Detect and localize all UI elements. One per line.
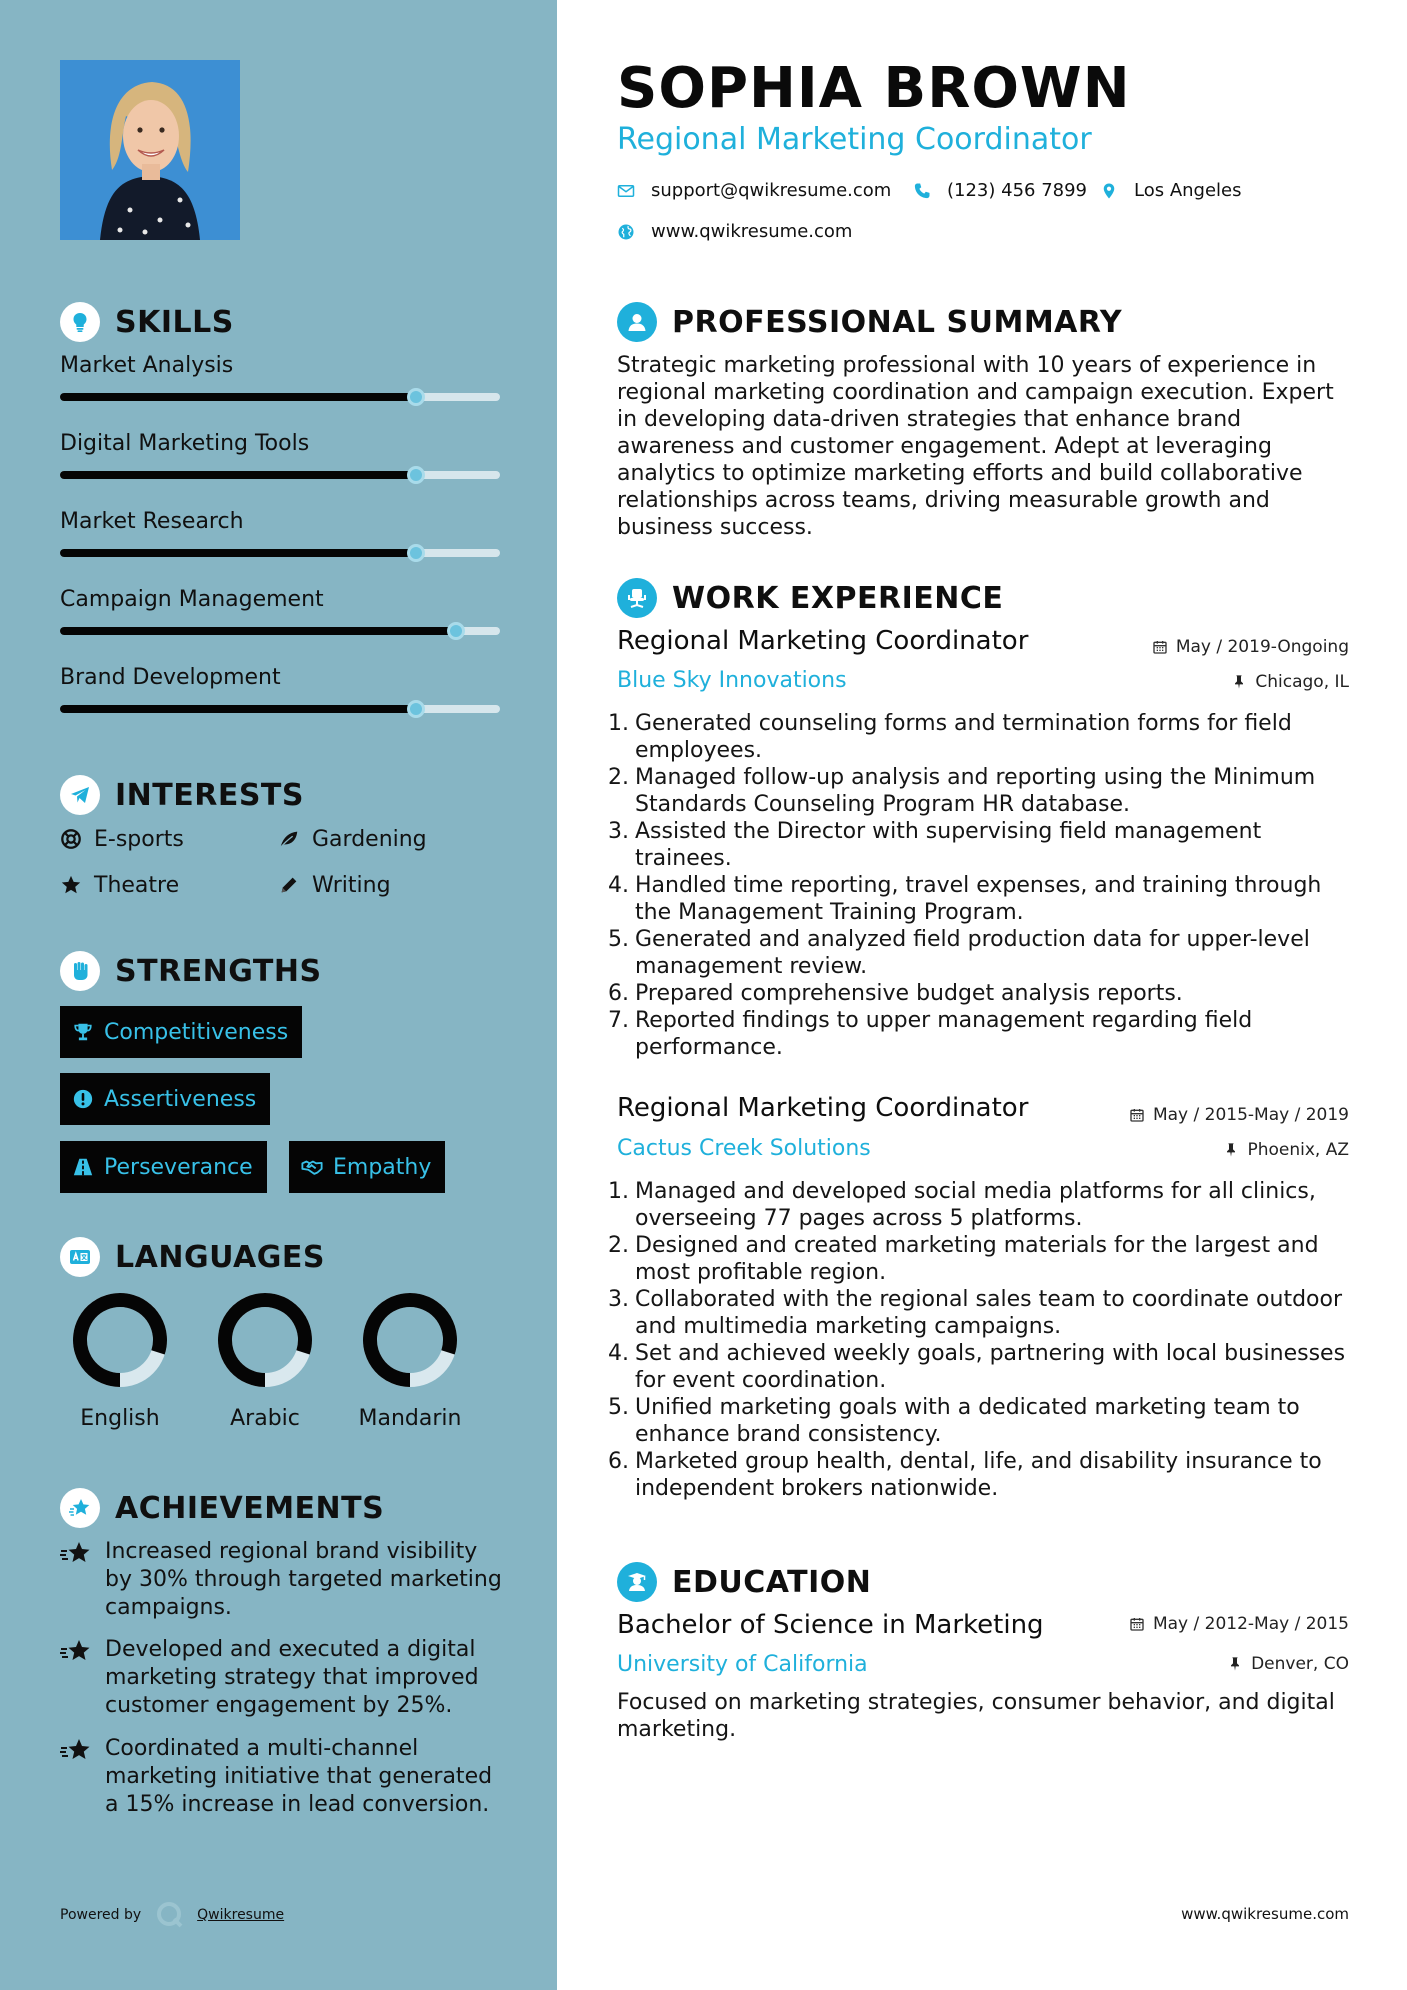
exclamation-icon (72, 1088, 94, 1110)
interest-item (60, 870, 179, 900)
list-item: 2. Designed and created marketing materials for the largest and most profitable region. (608, 1233, 1319, 1285)
list-item: 5. Unified marketing goals with a dedicated marketing team to enhance brand consistency. (608, 1395, 1300, 1447)
powered-by (60, 1900, 284, 1930)
skill-bar-fill (60, 393, 416, 401)
trophy-icon (72, 1021, 94, 1043)
fist-icon (60, 951, 100, 991)
email-text: support@qwikresume.com (651, 180, 892, 201)
skill-item (60, 349, 500, 383)
achievement-item (60, 1636, 510, 1720)
job-location (1223, 1140, 1349, 1160)
skill-label: Digital Marketing Tools (60, 431, 310, 456)
life-ring-icon (60, 828, 82, 850)
sidebar (0, 0, 557, 1990)
envelope-icon (617, 182, 635, 200)
skill-bar-handle (407, 700, 425, 718)
strength-badge (60, 1141, 267, 1193)
candidate-name: SOPHIA BROWN (617, 56, 1131, 121)
degree-title: Bachelor of Science in Marketing (617, 1610, 1044, 1640)
qwikresume-link[interactable]: Qwikresume (197, 1907, 285, 1923)
company-name: Blue Sky Innovations (617, 668, 847, 693)
language-icon (60, 1237, 100, 1277)
user-icon (617, 302, 657, 342)
strengths-heading (60, 950, 322, 992)
job-bullets (608, 710, 1353, 1061)
language-label: Mandarin (358, 1406, 462, 1431)
skill-bar-handle (407, 466, 425, 484)
star-badge-icon (60, 1488, 100, 1528)
paper-plane-icon (60, 775, 100, 815)
achievements-heading (60, 1487, 384, 1529)
education-dates-text: May / 2012-May / 2015 (1152, 1614, 1349, 1634)
skill-label: Market Research (60, 509, 244, 534)
education-heading (617, 1561, 871, 1603)
list-item-text: Collaborated with the regional sales team to coordinate outdoor and multimedia marketing campaigns. (635, 1287, 1343, 1339)
website-text: www.qwikresume.com (651, 221, 853, 242)
road-icon (72, 1156, 94, 1178)
skill-bar-fill (60, 627, 456, 635)
list-item-text: Reported findings to upper management regarding field performance. (635, 1008, 1253, 1060)
list-item-text: Managed follow-up analysis and reporting using the Minimum Standards Counseling Program HR database. (635, 765, 1316, 817)
interest-item (278, 824, 427, 854)
footer-website[interactable]: www.qwikresume.com (1181, 1905, 1349, 1923)
language-item (195, 1292, 335, 1431)
pencil-icon (278, 874, 300, 896)
list-item-text: Prepared comprehensive budget analysis reports. (635, 981, 1183, 1006)
skill-bar-fill (60, 549, 416, 557)
education-location (1227, 1654, 1349, 1674)
phone-text: (123) 456 7899 (947, 180, 1088, 201)
skill-item (60, 427, 500, 461)
contact-email[interactable] (617, 180, 891, 201)
achievement-text: Coordinated a multi-channel marketing initiative that generated a 15% increase in lead conversion. (105, 1736, 493, 1817)
language-ring (362, 1292, 458, 1388)
skill-label: Brand Development (60, 665, 281, 690)
skill-bar-handle (407, 388, 425, 406)
experience-title: WORK EXPERIENCE (672, 580, 1004, 616)
strength-badge (289, 1141, 445, 1193)
location-text: Los Angeles (1134, 180, 1242, 201)
star-icon (60, 1737, 92, 1765)
job-dates-text: May / 2019-Ongoing (1175, 637, 1349, 657)
list-item-text: Set and achieved weekly goals, partnering with local businesses for event coordination. (635, 1341, 1346, 1393)
strengths-title: STRENGTHS (115, 953, 322, 989)
job-dates-text: May / 2015-May / 2019 (1152, 1105, 1349, 1125)
job-title: Regional Marketing Coordinator (617, 626, 1029, 656)
list-item: 5. Generated and analyzed field production data for upper-level management review. (608, 927, 1310, 979)
job-location-text: Phoenix, AZ (1247, 1140, 1349, 1160)
education-description: Focused on marketing strategies, consumer behavior, and digital marketing. (617, 1690, 1335, 1742)
skill-bar-fill (60, 705, 416, 713)
education-title: EDUCATION (672, 1564, 872, 1600)
list-item-text: Handled time reporting, travel expenses, and training through the Management Training Program. (635, 873, 1322, 925)
education-location-text: Denver, CO (1251, 1654, 1349, 1674)
list-item: 1. Generated counseling forms and termination forms for field employees. (608, 711, 1292, 763)
summary-heading (617, 301, 1122, 343)
job-location (1231, 672, 1349, 692)
skill-bar (60, 705, 500, 713)
list-item: 6. Prepared comprehensive budget analysis reports. (608, 981, 1183, 1006)
skill-label: Market Analysis (60, 353, 234, 378)
job-title: Regional Marketing Coordinator (617, 1093, 1029, 1123)
qwikresume-logo-icon (155, 1900, 185, 1930)
skill-bar (60, 549, 500, 557)
list-item: 1. Managed and developed social media platforms for all clinics, overseeing 77 pages across 5 platforms. (608, 1179, 1316, 1231)
map-pin-icon (1100, 182, 1118, 200)
interest-item (278, 870, 391, 900)
job-bullets (608, 1178, 1353, 1502)
interest-label: Writing (312, 872, 391, 898)
list-item: 3. Collaborated with the regional sales team to coordinate outdoor and multimedia marketing campaigns. (608, 1287, 1343, 1339)
skill-bar-handle (407, 544, 425, 562)
list-item-text: Assisted the Director with supervising field management trainees. (635, 819, 1262, 871)
graduate-icon (617, 1562, 657, 1602)
pushpin-icon (1223, 1142, 1239, 1158)
strength-badge (60, 1006, 302, 1058)
achievement-item (60, 1735, 510, 1819)
education-dates (1129, 1614, 1349, 1634)
calendar-icon (1129, 1616, 1145, 1632)
leaf-icon (278, 828, 300, 850)
languages-title: LANGUAGES (115, 1239, 325, 1275)
interest-label: Gardening (312, 826, 427, 852)
skill-bar (60, 471, 500, 479)
phone-icon (913, 182, 931, 200)
calendar-icon (1152, 639, 1168, 655)
contact-location (1100, 180, 1242, 201)
job-dates (1152, 637, 1349, 657)
contact-phone[interactable] (913, 180, 1087, 201)
language-label: Arabic (230, 1406, 300, 1431)
strength-label: Competitiveness (104, 1019, 289, 1045)
pushpin-icon (1227, 1656, 1243, 1672)
strength-label: Empathy (333, 1154, 432, 1180)
list-item: 4. Handled time reporting, travel expenses, and training through the Management Training Program. (608, 873, 1322, 925)
office-chair-icon (617, 578, 657, 618)
list-item-text: Marketed group health, dental, life, and disability insurance to independent brokers nationwide. (635, 1449, 1322, 1501)
list-item: 4. Set and achieved weekly goals, partnering with local businesses for event coordination. (608, 1341, 1346, 1393)
profile-photo (60, 60, 240, 240)
language-ring (72, 1292, 168, 1388)
skill-bar-handle (447, 622, 465, 640)
strength-label: Perseverance (104, 1154, 253, 1180)
interest-label: E-sports (94, 826, 184, 852)
interest-label: Theatre (94, 872, 180, 898)
list-item: 2. Managed follow-up analysis and reporting using the Minimum Standards Counseling Program HR database. (608, 765, 1316, 817)
skill-bar-fill (60, 471, 416, 479)
school-name: University of California (617, 1652, 868, 1677)
job-dates (1129, 1105, 1349, 1125)
candidate-role: Regional Marketing Coordinator (617, 122, 1092, 157)
skill-item (60, 661, 500, 695)
list-item: 7. Reported findings to upper management regarding field performance. (608, 1008, 1253, 1060)
skill-label: Campaign Management (60, 587, 324, 612)
interests-heading (60, 774, 304, 816)
star-icon (60, 1638, 92, 1666)
lightbulb-icon (60, 302, 100, 342)
strength-label: Assertiveness (104, 1086, 257, 1112)
list-item: 3. Assisted the Director with supervising field management trainees. (608, 819, 1262, 871)
list-item-text: Unified marketing goals with a dedicated marketing team to enhance brand consistency. (635, 1395, 1300, 1447)
achievement-text: Developed and executed a digital marketing strategy that improved customer engagement by 25%. (105, 1637, 479, 1718)
skill-bar (60, 627, 500, 635)
experience-heading (617, 577, 1003, 619)
summary-title: PROFESSIONAL SUMMARY (672, 304, 1123, 340)
star-icon (60, 874, 82, 896)
handshake-icon (301, 1156, 323, 1178)
star-icon (60, 1540, 92, 1568)
language-ring (217, 1292, 313, 1388)
skill-item (60, 505, 500, 539)
languages-heading (60, 1236, 325, 1278)
achievement-item (60, 1538, 510, 1622)
list-item-text: Generated and analyzed field production data for upper-level management review. (635, 927, 1310, 979)
language-item (50, 1292, 190, 1431)
language-label: English (80, 1406, 160, 1431)
contact-website[interactable] (617, 221, 852, 242)
list-item-text: Designed and created marketing materials for the largest and most profitable region. (635, 1233, 1319, 1285)
achievement-text: Increased regional brand visibility by 30% through targeted marketing campaigns. (105, 1539, 502, 1620)
interest-item (60, 824, 184, 854)
skills-title: SKILLS (115, 304, 234, 340)
calendar-icon (1129, 1107, 1145, 1123)
skill-bar (60, 393, 500, 401)
list-item-text: Managed and developed social media platforms for all clinics, overseeing 77 pages across 5 platforms. (635, 1179, 1316, 1231)
summary-text: Strategic marketing professional with 10 years of experience in regional marketing coordination and campaign execution. Expert in developing data-driven strategies that enhance brand awareness and customer engagement. Adept at leveraging analytics to optimize marketing efforts and build collaborative relationships across teams, driving measurable growth and business success. (617, 353, 1334, 540)
powered-by-label: Powered by (60, 1907, 142, 1923)
skill-item (60, 583, 500, 617)
interests-title: INTERESTS (115, 777, 304, 813)
language-item (340, 1292, 480, 1431)
achievements-title: ACHIEVEMENTS (115, 1490, 385, 1526)
skills-heading (60, 301, 234, 343)
strength-badge (60, 1073, 270, 1125)
list-item-text: Generated counseling forms and termination forms for field employees. (635, 711, 1292, 763)
pushpin-icon (1231, 674, 1247, 690)
company-name: Cactus Creek Solutions (617, 1136, 871, 1161)
globe-icon (617, 223, 635, 241)
list-item: 6. Marketed group health, dental, life, and disability insurance to independent brokers nationwide. (608, 1449, 1322, 1501)
job-location-text: Chicago, IL (1255, 672, 1349, 692)
